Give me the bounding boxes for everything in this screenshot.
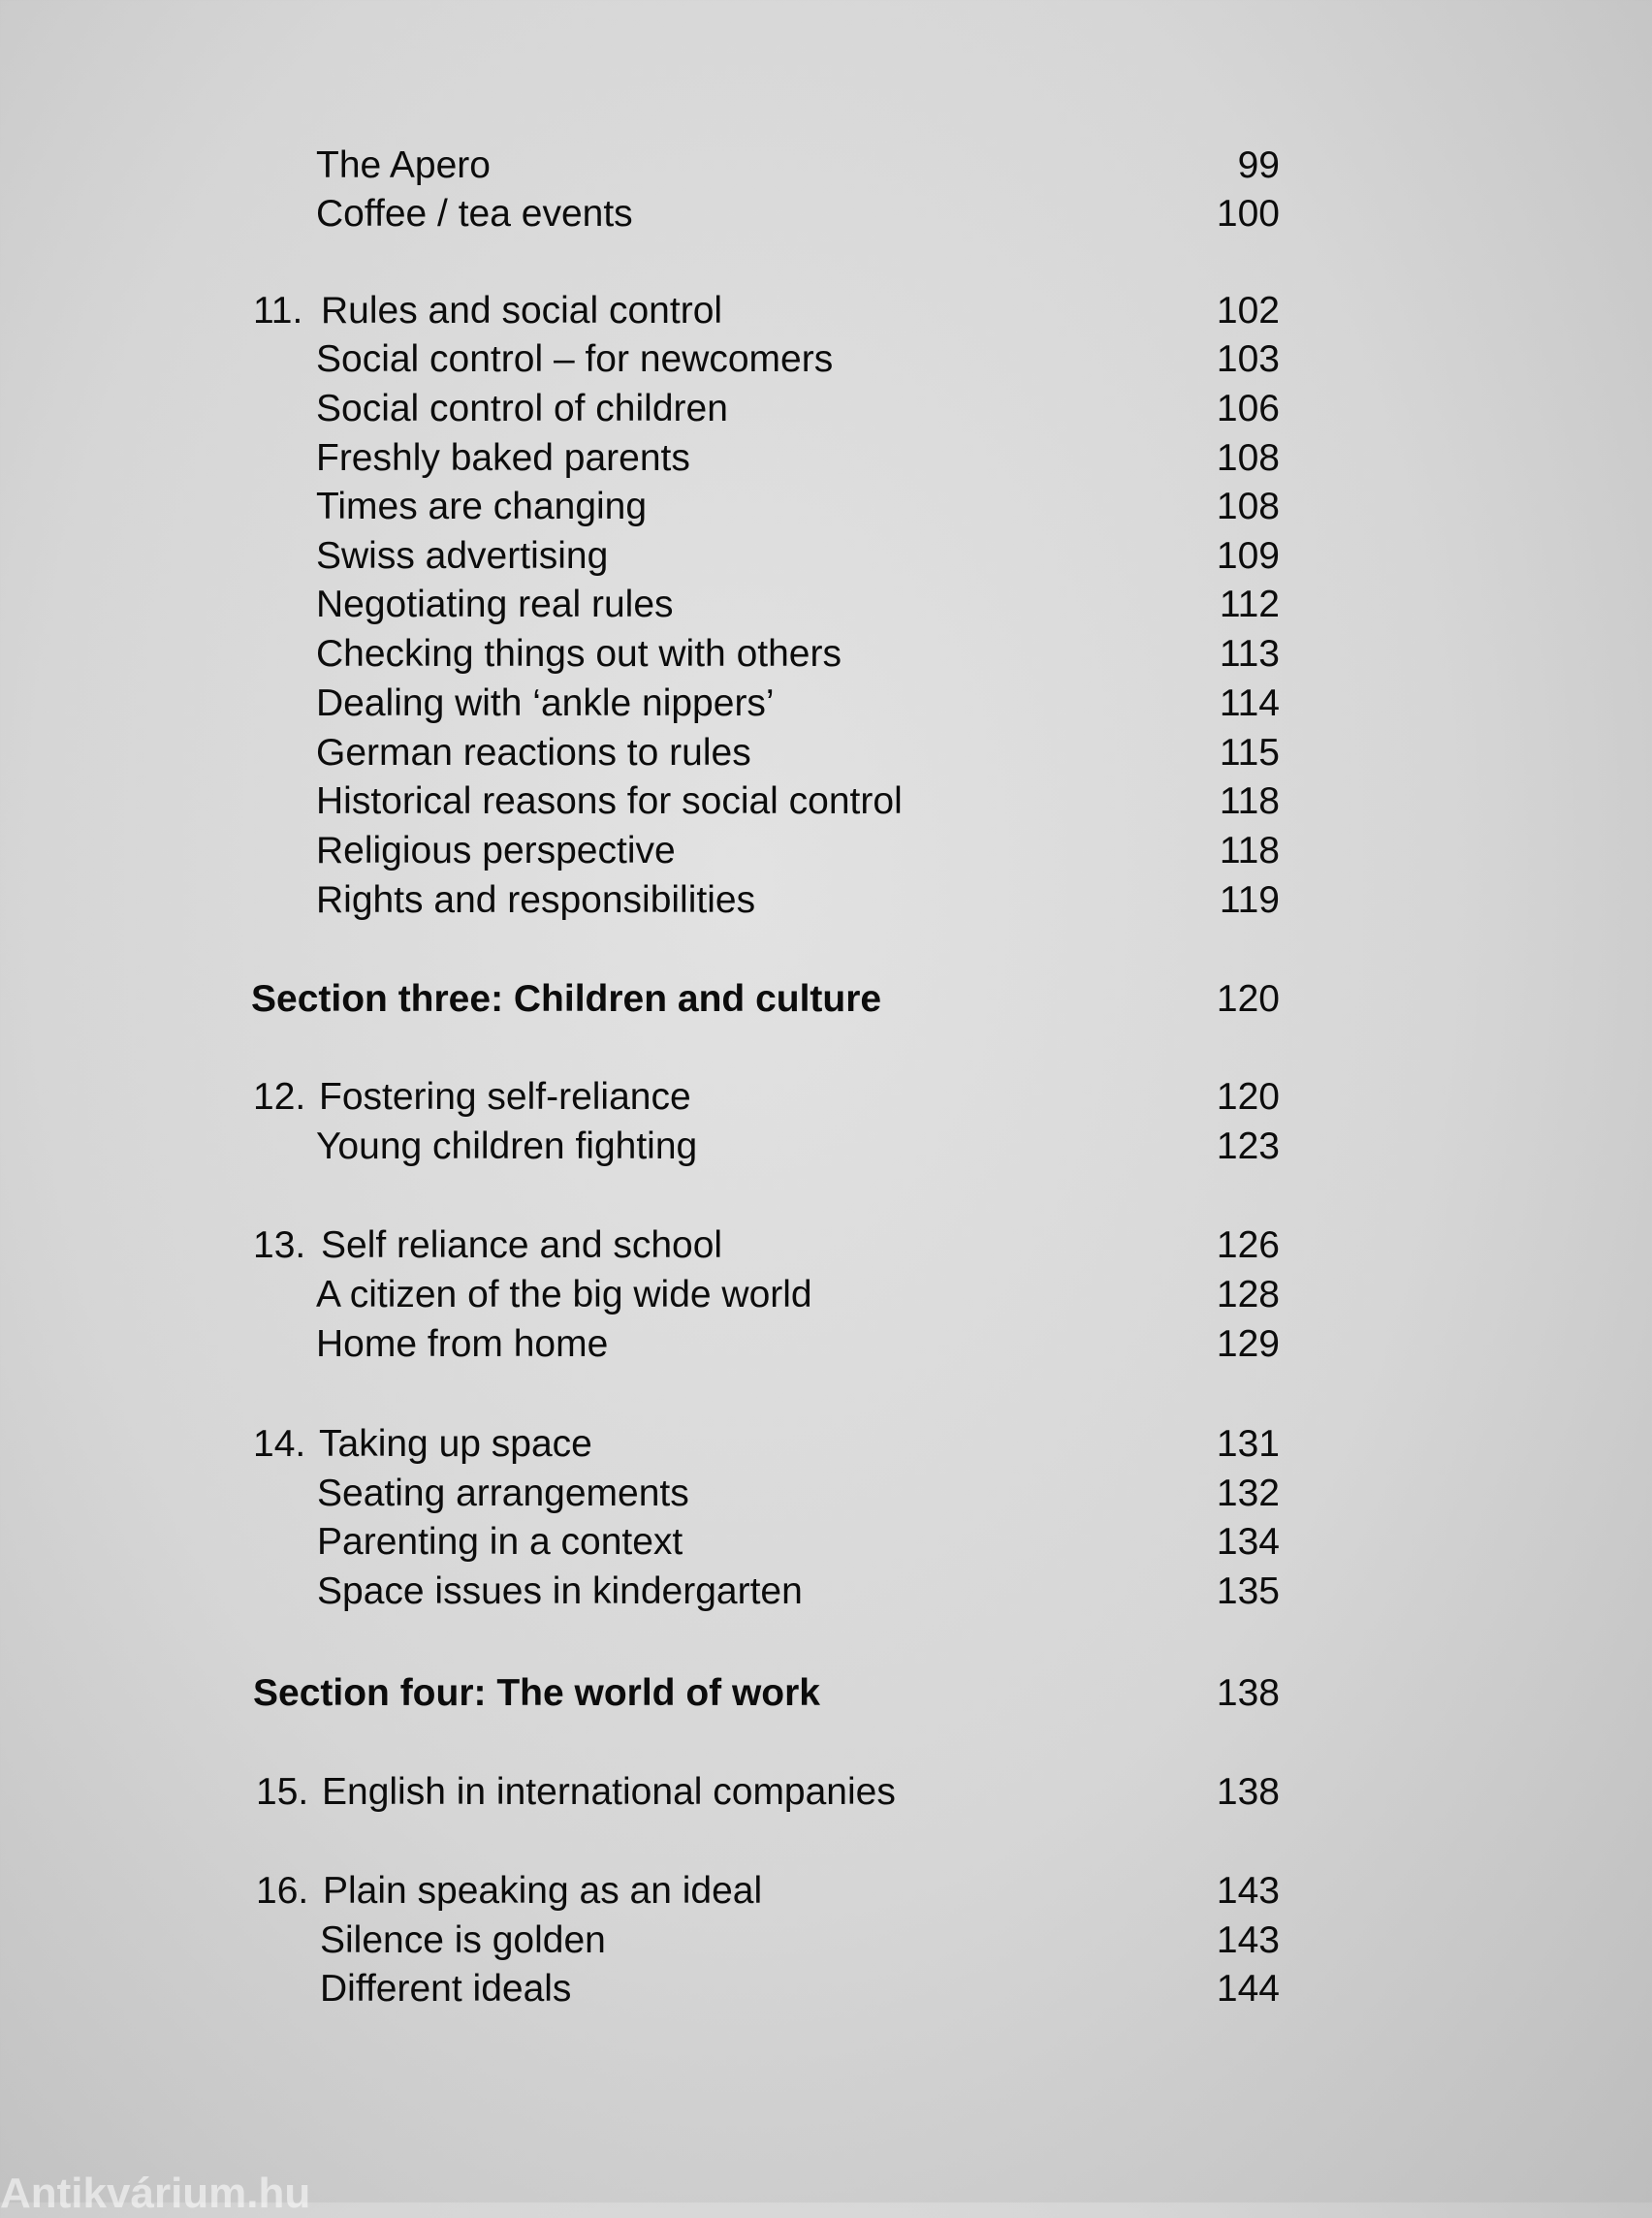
toc-entry-page: 120 (1216, 978, 1280, 1020)
toc-entry-title: German reactions to rules (316, 732, 751, 774)
toc-entry-page: 118 (1219, 830, 1280, 871)
chapter-number: 13. (253, 1224, 306, 1266)
toc-entry (0, 1917, 1652, 1965)
toc-entry (0, 630, 1652, 679)
toc-entry-title: Social control of children (316, 388, 728, 429)
toc-entry-title: A citizen of the big wide world (316, 1274, 812, 1315)
toc-entry-page: 143 (1216, 1919, 1280, 1961)
toc-entry-page: 119 (1219, 879, 1280, 921)
chapter-number: 11. (253, 290, 303, 332)
toc-chapter (0, 1768, 1652, 1817)
toc-entry-title: Young children fighting (316, 1125, 698, 1167)
toc-chapter (0, 1420, 1652, 1469)
chapter-number: 15. (256, 1771, 309, 1813)
toc-entry (0, 1470, 1652, 1518)
toc-entry (0, 1271, 1652, 1319)
toc-chapter (0, 1867, 1652, 1916)
toc-entry-page: 109 (1216, 535, 1280, 577)
toc-entry-page: 112 (1219, 584, 1280, 625)
toc-entry-title: Times are changing (316, 486, 648, 527)
toc-entry-title: Rights and responsibilities (316, 879, 756, 921)
toc-entry (0, 729, 1652, 777)
chapter-title: English in international companies (322, 1771, 896, 1813)
toc-entry-title: Dealing with ‘ankle nippers’ (316, 682, 775, 724)
toc-entry-page: 102 (1216, 290, 1280, 332)
toc-entry (0, 335, 1652, 384)
toc-entry-page: 120 (1216, 1076, 1280, 1118)
toc-entry-page: 138 (1216, 1672, 1280, 1714)
toc-entry-page: 128 (1216, 1274, 1280, 1315)
toc-entry-title: The Apero (316, 144, 491, 186)
toc-entry (0, 876, 1652, 925)
chapter-number: 14. (253, 1423, 306, 1465)
toc-entry (0, 483, 1652, 531)
toc-entry-page: 118 (1219, 780, 1280, 822)
toc-entry-page: 123 (1216, 1125, 1280, 1167)
toc-entry (0, 680, 1652, 728)
section-title: Section four: The world of work (253, 1672, 820, 1714)
toc-chapter (0, 1073, 1652, 1122)
toc-entry-title: Seating arrangements (317, 1473, 689, 1514)
toc-entry (0, 1320, 1652, 1369)
toc-entry (0, 1965, 1652, 2013)
toc-entry-title: Silence is golden (320, 1919, 606, 1961)
toc-entry-page: 115 (1219, 732, 1280, 774)
toc-entry (0, 142, 1652, 190)
toc-entry-page: 113 (1219, 633, 1280, 675)
toc-entry-page: 108 (1216, 486, 1280, 527)
chapter-title: Plain speaking as an ideal (323, 1870, 763, 1912)
toc-entry-title: Historical reasons for social control (316, 780, 903, 822)
toc-entry (0, 385, 1652, 433)
toc-entry (0, 777, 1652, 826)
toc-entry-title: Checking things out with others (316, 633, 842, 675)
toc-entry (0, 1568, 1652, 1616)
toc-entry-page: 131 (1216, 1423, 1280, 1465)
toc-entry-page: 114 (1219, 682, 1280, 724)
toc-entry (0, 434, 1652, 483)
toc-entry-page: 135 (1216, 1570, 1280, 1612)
toc-entry (0, 1518, 1652, 1567)
section-heading (0, 1669, 1652, 1718)
toc-entry-title: Swiss advertising (316, 535, 609, 577)
toc-entry (0, 1123, 1652, 1171)
toc-entry-title: Religious perspective (316, 830, 676, 871)
chapter-title: Fostering self-reliance (319, 1076, 691, 1118)
toc-entry-title: Negotiating real rules (316, 584, 674, 625)
toc-entry-page: 143 (1216, 1870, 1280, 1912)
toc-entry-page: 103 (1216, 338, 1280, 380)
toc-entry-page: 144 (1216, 1968, 1280, 2010)
toc-entry-page: 99 (1237, 144, 1280, 186)
toc-entry-title: Home from home (316, 1323, 609, 1365)
toc-entry (0, 827, 1652, 875)
chapter-title: Taking up space (319, 1423, 592, 1465)
section-heading (0, 975, 1652, 1024)
toc-entry-page: 126 (1216, 1224, 1280, 1266)
chapter-title: Self reliance and school (321, 1224, 723, 1266)
chapter-number: 16. (256, 1870, 309, 1912)
toc-entry-title: Parenting in a context (317, 1521, 683, 1563)
toc-entry (0, 190, 1652, 238)
toc-entry-title: Different ideals (320, 1968, 572, 2010)
toc-entry-page: 108 (1216, 437, 1280, 479)
toc-entry-page: 106 (1216, 388, 1280, 429)
chapter-title: Rules and social control (321, 290, 723, 332)
toc-entry (0, 532, 1652, 581)
toc-entry-page: 100 (1216, 193, 1280, 235)
section-title: Section three: Children and culture (251, 978, 882, 1020)
chapter-number: 12. (253, 1076, 306, 1118)
toc-entry (0, 581, 1652, 629)
toc-entry-title: Freshly baked parents (316, 437, 690, 479)
toc-chapter (0, 287, 1652, 335)
toc-entry-title: Space issues in kindergarten (317, 1570, 803, 1612)
toc-chapter (0, 1221, 1652, 1270)
watermark-text: Antikvárium.hu (0, 2170, 311, 2217)
toc-entry-title: Coffee / tea events (316, 193, 633, 235)
toc-entry-page: 138 (1216, 1771, 1280, 1813)
toc-entry-page: 129 (1216, 1323, 1280, 1365)
toc-entry-page: 132 (1216, 1473, 1280, 1514)
toc-entry-page: 134 (1216, 1521, 1280, 1563)
toc-entry-title: Social control – for newcomers (316, 338, 834, 380)
